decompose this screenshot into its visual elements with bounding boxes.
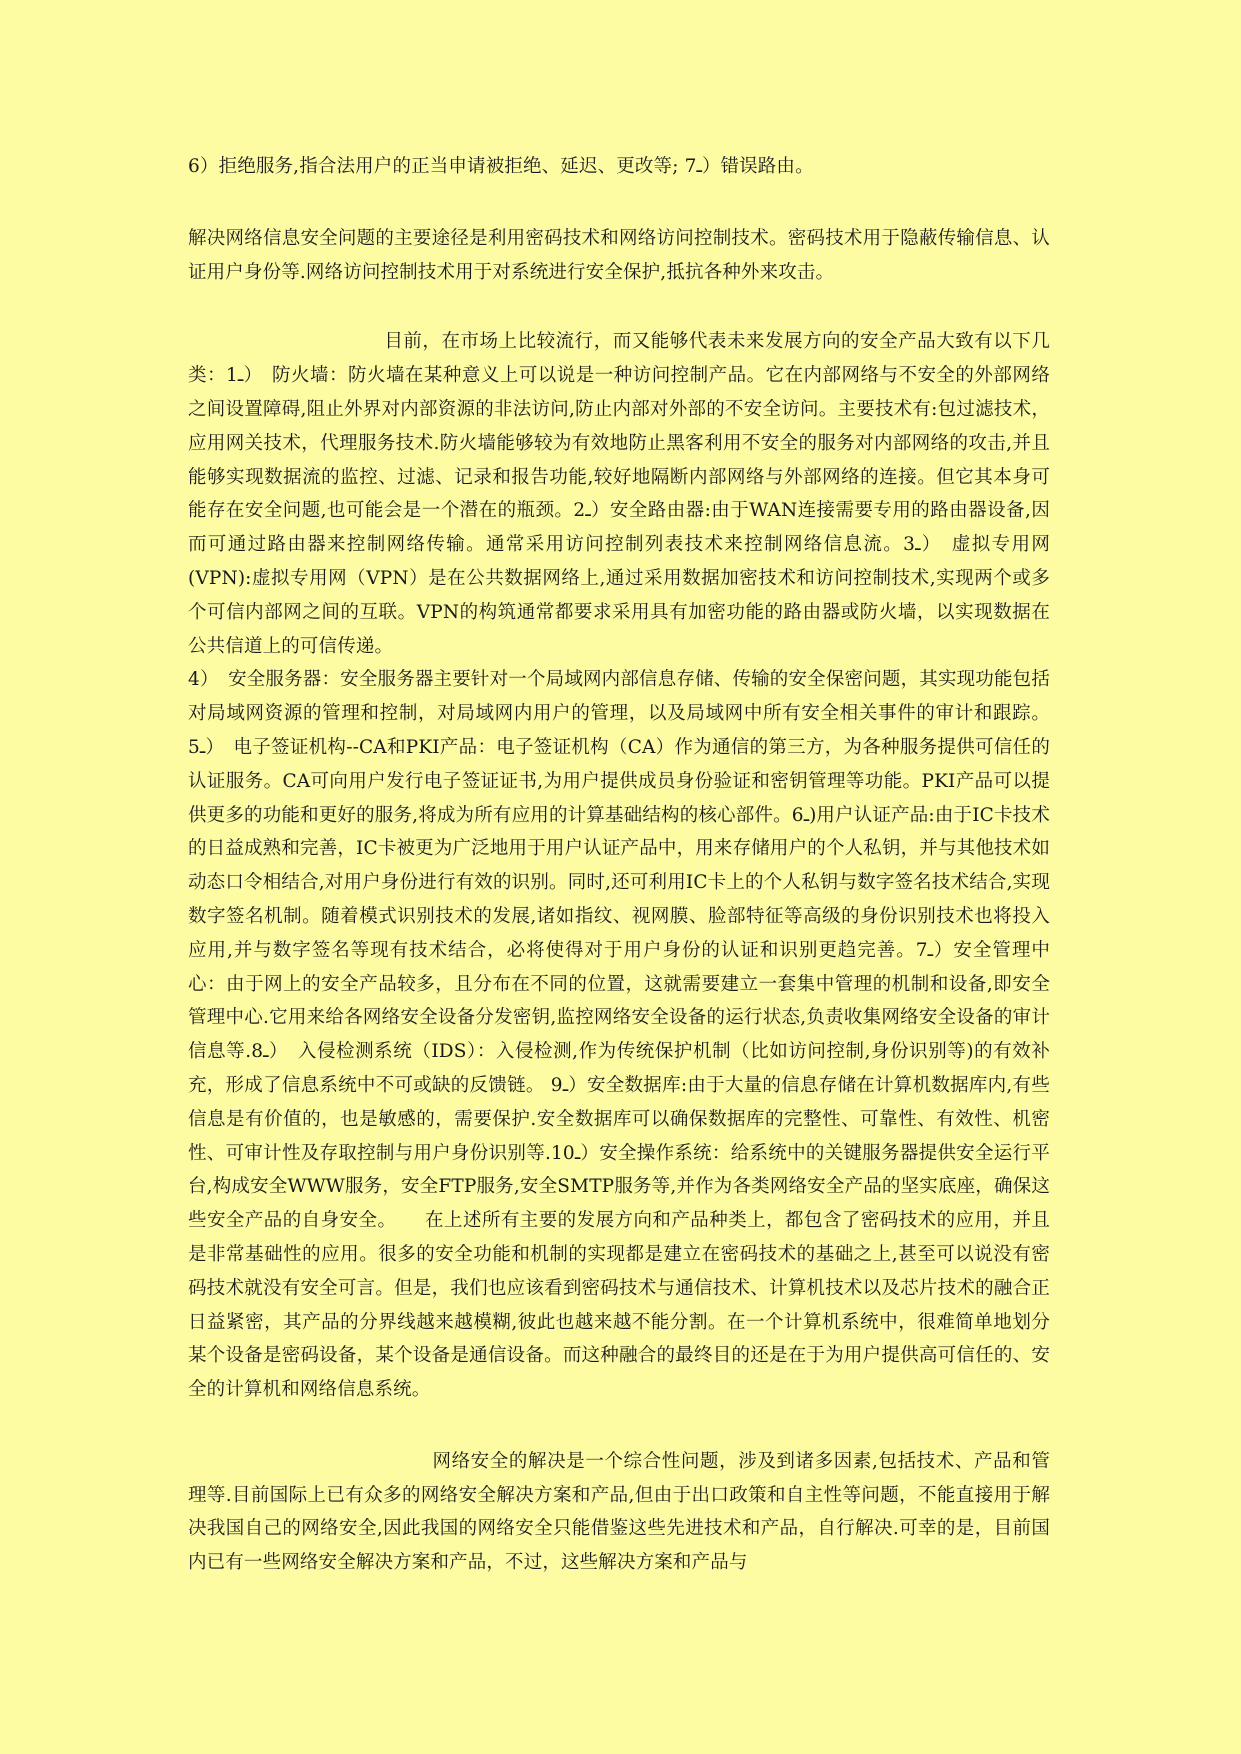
paragraph-gap	[188, 1407, 1050, 1445]
paragraph-security-server: 4） 安全服务器：安全服务器主要针对一个局域网内部信息存储、传输的安全保密问题，其实现功能包括对局域网资源的管理和控制，对局域网内用户的管理，以及局域网中所有安全相关事件的审计和跟踪。 5ـ） 电子签证机构--CA和PKI产品：电子签证机构（CA）作为通信的第三方，为各种服务提供可信任的认证服务。CA可向用户发行电子签证证书,为用户提供成员身份验证和密钥管理等功能。PKI产品可以提供更多的功能和更好的服务,将成为所有应用的计算基础结构的核心部件。6ـ)用户认证产品:由于IC卡技术的日益成熟和完善，IC卡被更为广泛地用于用户认证产品中，用来存储用户的个人私钥，并与其他技术如动态口令相结合,对用户身份进行有效的识别。同时,还可利用IC卡上的个人私钥与数字签名技术结合,实现数字签名机制。随着模式识别技术的发展,诸如指纹、视网膜、脸部特征等高级的身份识别技术也将投入应用,并与数字签名等现有技术结合，必将使得对于用户身份的认证和识别更趋完善。7ـ）安全管理中心：由于网上的安全产品较多，且分布在不同的位置，这就需要建立一套集中管理的机制和设备,即安全管理中心.它用来给各网络安全设备分发密钥,监控网络安全设备的运行状态,负责收集网络安全设备的审计信息等.8ـ） 入侵检测系统（IDS）：入侵检测,作为传统保护机制（比如访问控制,身份识别等)的有效补充，形成了信息系统中不可或缺的反馈链。 9ـ）安全数据库:由于大量的信息存储在计算机数据库内,有些信息是有价值的，也是敏感的，需要保护.安全数据库可以确保数据库的完整性、可靠性、有效性、机密性、可审计性及存取控制与用户身份识别等.10ـ）安全操作系统：给系统中的关键服务器提供安全运行平台,构成安全WWW服务，安全FTP服务,安全SMTP服务等,并作为各类网络安全产品的坚实底座，确保这些安全产品的自身安全。 在上述所有主要的发展方向和产品种类上，都包含了密码技术的应用，并且是非常基础性的应用。很多的安全功能和机制的实现都是建立在密码技术的基础之上,甚至可以说没有密码技术就没有安全可言。但是，我们也应该看到密码技术与通信技术、计算机技术以及芯片技术的融合正日益紧密，其产品的分界线越来越模糊,彼此也越来越不能分割。在一个计算机系统中，很难简单地划分某个设备是密码设备，某个设备是通信设备。而这种融合的最终目的还是在于为用户提供高可信任的、安全的计算机和网络信息系统。	[188, 669, 1051, 1401]
paragraph-network-security-solution	[188, 1445, 1050, 1580]
paragraph-solutions-overview: 解决网络信息安全问题的主要途径是利用密码技术和网络访问控制技术。密码技术用于隐蔽传输信息、认证用户身份等.网络访问控制技术用于对系统进行安全保护,抵抗各种外来攻击。	[188, 227, 1050, 283]
document-page	[188, 150, 1050, 1580]
paragraph-gap	[188, 184, 1050, 222]
paragraph-denial-of-service: 6）拒绝服务,指合法用户的正当申请被拒绝、延迟、更改等; 7ـ）错误路由。	[188, 156, 814, 177]
paragraph-security-products	[188, 325, 1050, 663]
paragraph-gap	[188, 289, 1050, 325]
paragraph-network-security-solution-text: 网络安全的解决是一个综合性问题，涉及到诸多因素,包括技术、产品和管理等.目前国际上已有众多的网络安全解决方案和产品,但由于出口政策和自主性等问题，不能直接用于解决我国自己的网络安全,因此我国的网络安全只能借鉴这些先进技术和产品，自行解决.可幸的是，目前国内已有一些网络安全解决方案和产品，不过，这些解决方案和产品与	[188, 1450, 1050, 1574]
paragraph-security-products-text: 目前，在市场上比较流行，而又能够代表未来发展方向的安全产品大致有以下几类：1ـ） 防火墙：防火墙在某种意义上可以说是一种访问控制产品。它在内部网络与不安全的外部网络之间设置障碍,阻止外界对内部资源的非法访问,防止内部对外部的不安全访问。主要技术有:包过滤技术，应用网关技术，代理服务技术.防火墙能够较为有效地防止黑客利用不安全的服务对内部网络的攻击,并且能够实现数据流的监控、过滤、记录和报告功能,较好地隔断内部网络与外部网络的连接。但它其本身可能存在安全问题,也可能会是一个潜在的瓶颈。2ـ）安全路由器:由于WAN连接需要专用的路由器设备,因而可通过路由器来控制网络传输。通常采用访问控制列表技术来控制网络信息流。3ـ） 虚拟专用网(VPN):虚拟专用网（VPN）是在公共数据网络上,通过采用数据加密技术和访问控制技术,实现两个或多个可信内部网之间的互联。VPN的构筑通常都要求采用具有加密功能的路由器或防火墙，以实现数据在公共信道上的可信传递。	[188, 331, 1050, 657]
